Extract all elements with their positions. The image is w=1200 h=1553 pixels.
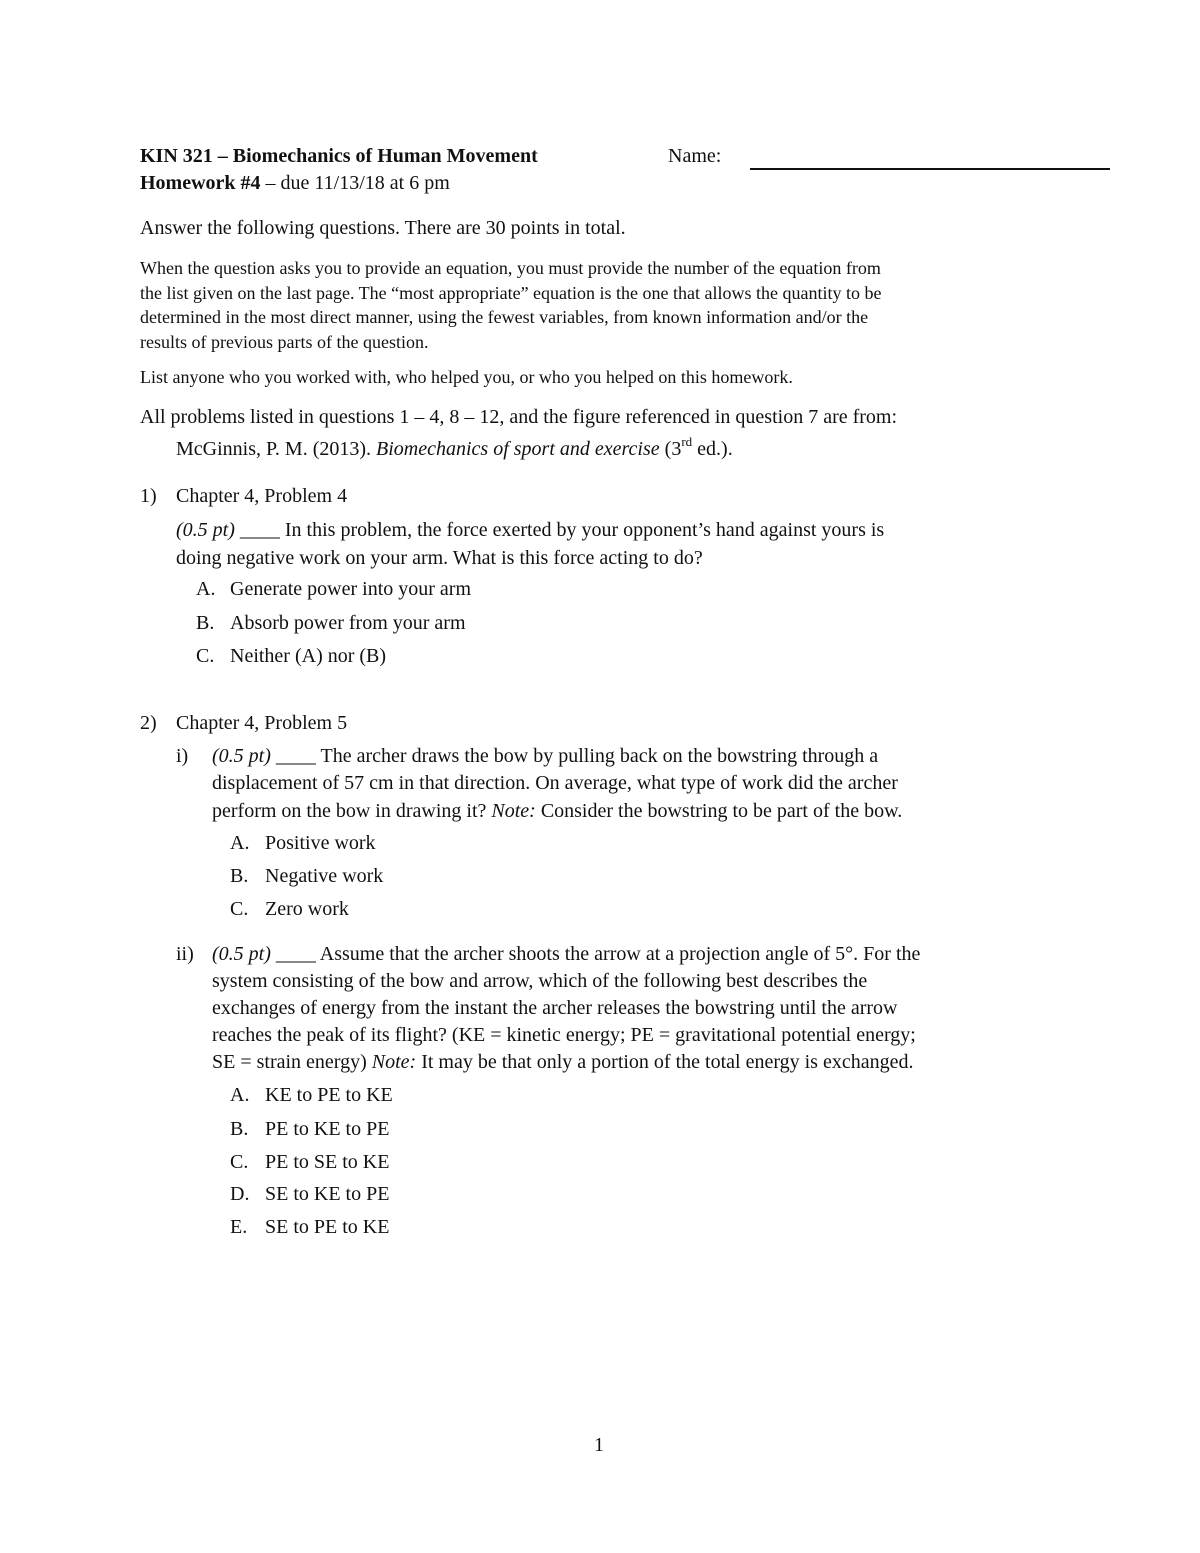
q2i-text-prefix: perform on the bow in drawing it? [212, 800, 492, 822]
q2ii-option-b: PE to KE to PE [265, 1118, 390, 1140]
q2i-option-c: Zero work [265, 898, 349, 920]
q1-option-b: Absorb power from your arm [230, 612, 466, 634]
q2ii-option-d: SE to KE to PE [265, 1183, 390, 1205]
q1-title: Chapter 4, Problem 4 [176, 485, 348, 507]
q1-option-letter: B. [196, 612, 215, 634]
name-blank-line [750, 168, 1110, 170]
instructions-paragraph [140, 256, 1060, 354]
q2i-text: The archer draws the bow by pulling back on the bowstring through a [320, 745, 879, 767]
q2ii-option-letter: B. [230, 1118, 249, 1140]
q2i-option-letter: A. [230, 832, 250, 854]
reference-author: McGinnis, P. M. (2013). [176, 438, 377, 460]
q2ii-text: Assume that the archer shoots the arrow at a projection angle of 5°. For the [319, 943, 921, 965]
q1-option-c: Neither (A) nor (B) [230, 645, 387, 667]
q2-title: Chapter 4, Problem 5 [176, 712, 348, 734]
q2i-text-line3 [212, 799, 902, 823]
reference-edition-close: ed.). [692, 438, 733, 460]
instructions-line: determined in the most direct manner, using the fewest variables, from known information and/or the [140, 307, 869, 327]
q2i-text-line2: displacement of 57 cm in that direction. On average, what type of work did the archer [212, 772, 898, 794]
q1-answer-blank[interactable]: ____ [234, 519, 285, 541]
q2i-note-label: Note: [491, 800, 536, 822]
reference-edition: (3 [659, 438, 682, 460]
source-line: All problems listed in questions 1 – 4, 8 – 12, and the figure referenced in question 7 are from: [140, 406, 898, 428]
name-label: Name: [668, 145, 722, 167]
q2ii-option-letter: C. [230, 1151, 249, 1173]
course-title: KIN 321 – Biomechanics of Human Movement [140, 145, 538, 167]
q1-text: In this problem, the force exerted by your opponent’s hand against yours is [284, 519, 885, 541]
reference-book-title: Biomechanics of sport and exercise [376, 438, 660, 460]
q2i-number: i) [176, 745, 189, 767]
q2ii-note-text: It may be that only a portion of the total energy is exchanged. [416, 1051, 914, 1073]
instructions-line: When the question asks you to provide an equation, you must provide the number of the equation from [140, 258, 881, 278]
q2ii-option-letter: A. [230, 1084, 250, 1106]
q1-prompt [176, 518, 884, 542]
q1-points: (0.5 pt) [176, 519, 235, 541]
q2i-option-b: Negative work [265, 865, 384, 887]
q2ii-points: (0.5 pt) [212, 943, 271, 965]
q2ii-prompt [212, 942, 920, 966]
reference-edition-sup: rd [681, 434, 693, 450]
q2ii-answer-blank[interactable]: ____ [270, 943, 320, 965]
q2ii-text-line2: system consisting of the bow and arrow, which of the following best describes the [212, 970, 868, 992]
q1-number: 1) [140, 485, 157, 507]
q1-option-letter: A. [196, 578, 216, 600]
q2-number: 2) [140, 712, 157, 734]
homework-due: – due 11/13/18 at 6 pm [260, 172, 450, 194]
q2i-option-letter: B. [230, 865, 249, 887]
q2i-points: (0.5 pt) [212, 745, 271, 767]
q2ii-option-letter: D. [230, 1183, 250, 1205]
q2i-answer-blank[interactable]: ____ [270, 745, 321, 767]
q2ii-text-line5 [212, 1050, 913, 1074]
q2ii-text-prefix: SE = strain energy) [212, 1051, 372, 1073]
q2ii-text-line4: reaches the peak of its flight? (KE = kinetic energy; PE = gravitational potential energy; [212, 1024, 916, 1046]
homework-title: Homework #4 [140, 172, 261, 194]
q2ii-option-a: KE to PE to KE [265, 1084, 393, 1106]
collaboration-note: List anyone who you worked with, who helped you, or who you helped on this homework. [140, 367, 793, 387]
q2ii-number: ii) [176, 943, 194, 965]
page-number: 1 [594, 1434, 604, 1456]
source-reference [176, 434, 733, 461]
q1-text-line2: doing negative work on your arm. What is this force acting to do? [176, 547, 703, 569]
homework-heading [140, 171, 450, 195]
instructions-line: the list given on the last page. The “most appropriate” equation is the one that allows the quantity to be [140, 282, 882, 303]
q2ii-note-label: Note: [371, 1051, 417, 1073]
q2ii-text-line3: exchanges of energy from the instant the archer releases the bowstring until the arrow [212, 997, 898, 1019]
q2ii-option-e: SE to PE to KE [265, 1216, 390, 1238]
q2i-prompt [212, 744, 878, 768]
q2i-note-text: Consider the bowstring to be part of the bow. [535, 800, 903, 822]
q2i-option-letter: C. [230, 898, 249, 920]
instructions-line: results of previous parts of the question. [140, 331, 429, 352]
q2i-option-a: Positive work [265, 832, 376, 854]
q2ii-option-c: PE to SE to KE [265, 1151, 390, 1173]
q1-option-a: Generate power into your arm [230, 578, 472, 600]
q2ii-option-letter: E. [230, 1216, 248, 1238]
q1-option-letter: C. [196, 645, 215, 667]
intro-text: Answer the following questions. There are 30 points in total. [140, 217, 626, 239]
